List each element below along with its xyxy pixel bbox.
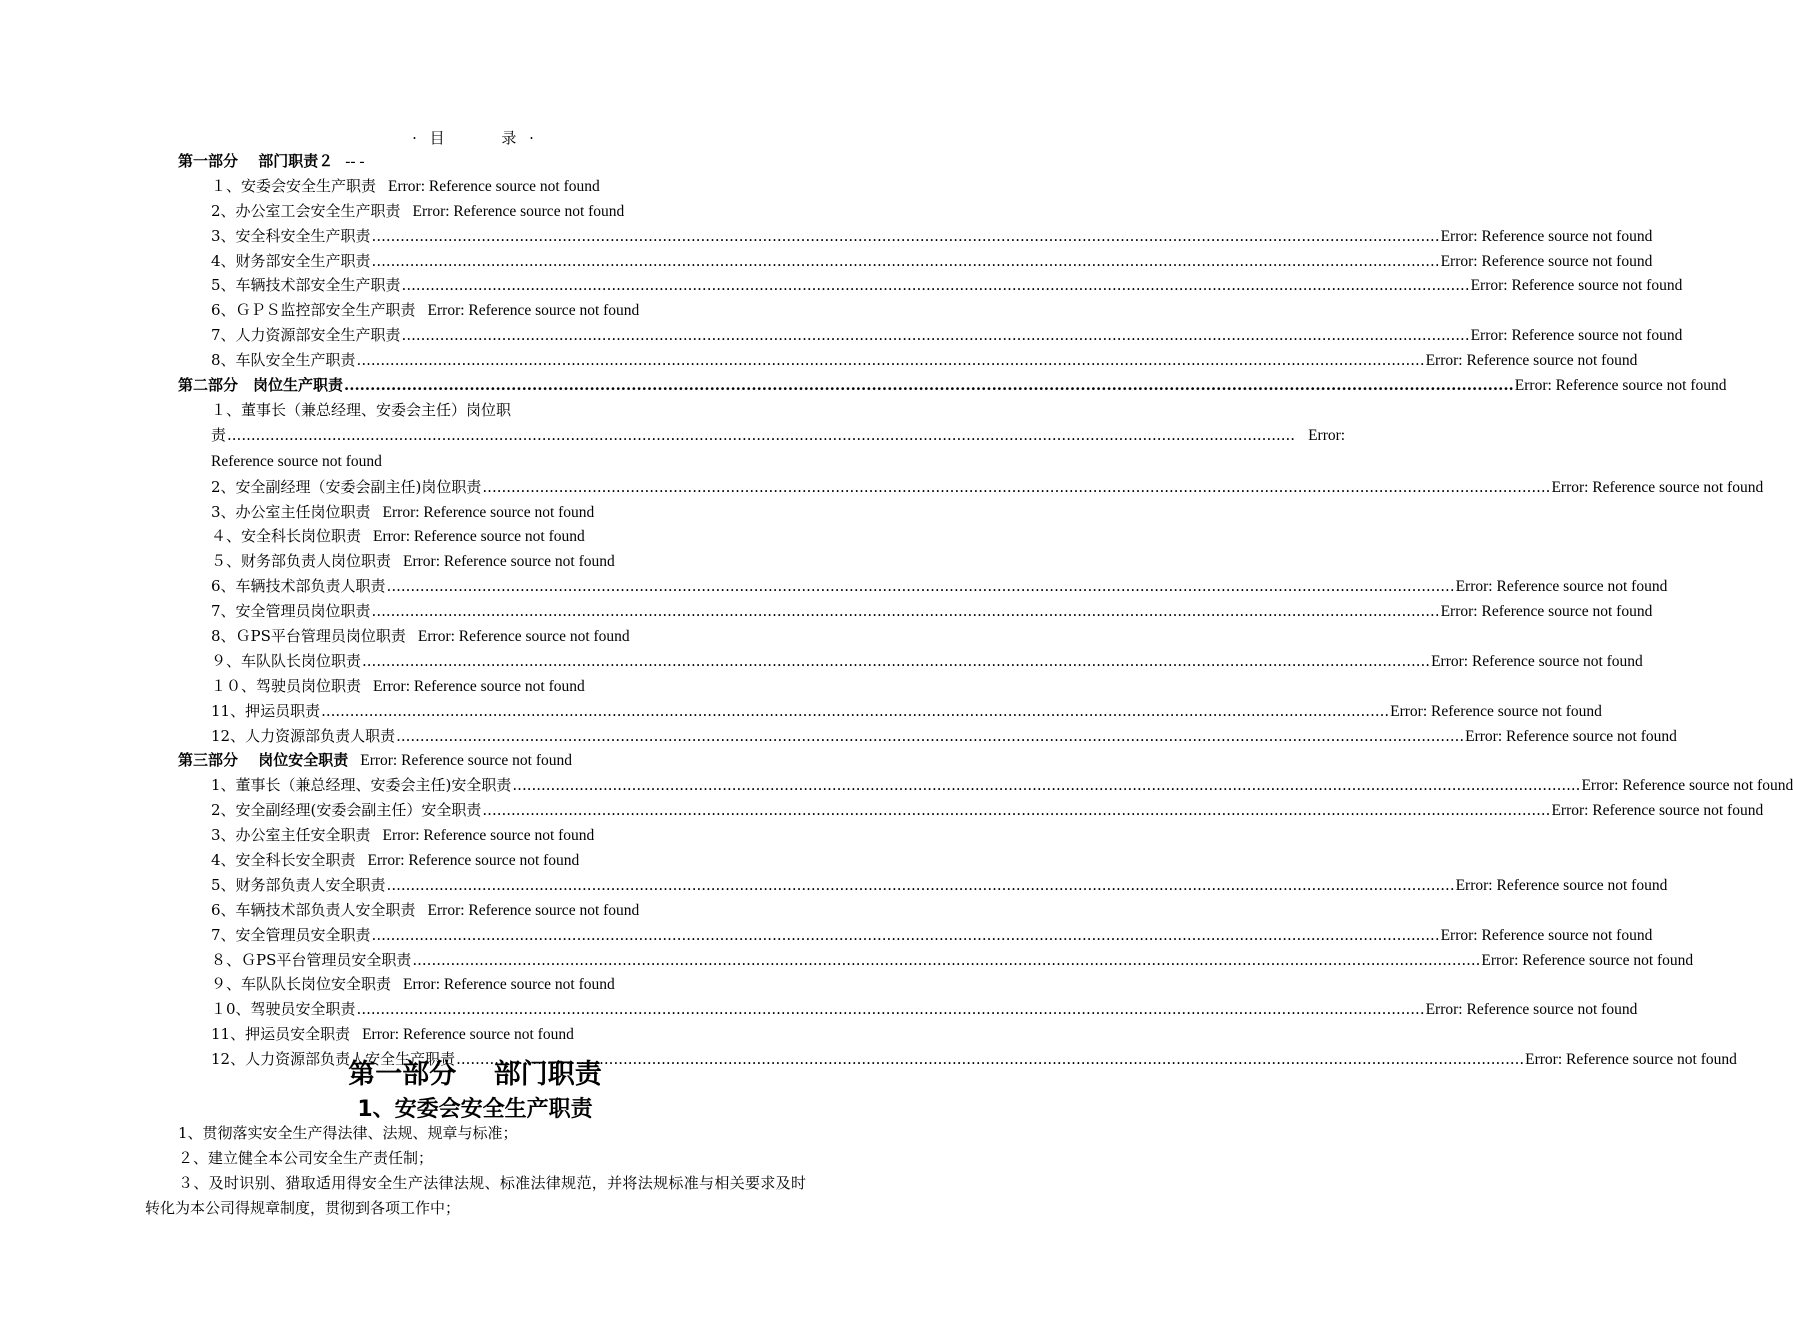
dot-leader bbox=[482, 475, 1550, 500]
toc-entry-label: 2、安全副经理(安委会副主任）安全职责 bbox=[211, 801, 482, 820]
dot-leader bbox=[344, 373, 1514, 398]
dot-leader bbox=[402, 273, 1470, 298]
dot-leader bbox=[396, 724, 1464, 749]
toc-entry-row[interactable] bbox=[178, 898, 806, 923]
toc-entry-label: 6、车辆技术部负责人安全职责 bbox=[211, 900, 416, 919]
dot-leader bbox=[372, 599, 1440, 624]
toc-entry-row[interactable] bbox=[178, 323, 1683, 348]
toc-page-reference: Error: Reference source not found bbox=[417, 627, 630, 645]
toc-entry-row[interactable] bbox=[178, 674, 806, 699]
toc-entry-label: 11、押运员职责 bbox=[211, 701, 321, 720]
toc-page-reference: Error: Reference source not found bbox=[1465, 727, 1677, 745]
dot-leader bbox=[372, 224, 1440, 249]
toc-part-row[interactable] bbox=[178, 748, 806, 773]
toc-entry-row[interactable] bbox=[178, 599, 1653, 624]
toc-page-reference: Error: Reference source not found bbox=[1440, 252, 1653, 270]
toc-entry-row[interactable] bbox=[178, 398, 1346, 475]
dot-leader bbox=[412, 948, 1480, 973]
toc-entry-row[interactable] bbox=[178, 475, 1764, 500]
toc-page-reference: Error: Reference source not found bbox=[1481, 951, 1694, 969]
toc-entry-row[interactable] bbox=[178, 174, 806, 199]
dot-leader bbox=[227, 426, 1295, 444]
toc-entry-row[interactable] bbox=[178, 972, 806, 997]
table-of-contents bbox=[178, 149, 1793, 1072]
toc-entry-label: 2、安全副经理（安委会副主任)岗位职责 bbox=[211, 477, 482, 496]
toc-entry-label: 7、安全管理员安全职责 bbox=[211, 925, 371, 944]
dot-leader bbox=[387, 873, 1455, 898]
toc-entry-label: 5、车辆技术部安全生产职责 bbox=[211, 276, 401, 295]
toc-entry-row[interactable] bbox=[178, 997, 1638, 1022]
toc-page-reference: Error: Reference source not found bbox=[1440, 926, 1653, 944]
toc-entry-row[interactable] bbox=[178, 298, 806, 323]
toc-entry-label: 7、安全管理员岗位职责 bbox=[211, 602, 371, 621]
section-heading-part: 第一部分 bbox=[348, 1059, 457, 1090]
toc-page-reference: Error: Reference source not found bbox=[403, 976, 615, 994]
toc-page-reference: Error: Reference source not found bbox=[1431, 652, 1643, 670]
dot-leader bbox=[321, 699, 1389, 724]
toc-entry-label: 1、董事长（兼总经理、安委会主任)安全职责 bbox=[211, 776, 512, 795]
toc-entry-row[interactable] bbox=[178, 574, 1668, 599]
toc-page-reference: Error: Reference source not found bbox=[362, 1026, 574, 1044]
toc-entry-label: 6、车辆技术部负责人职责 bbox=[211, 577, 386, 596]
toc-entry-label: 3、安全科安全生产职责 bbox=[211, 226, 371, 245]
toc-page-reference: Error: Reference source not found bbox=[1525, 1051, 1737, 1069]
toc-entry-row[interactable] bbox=[178, 848, 806, 873]
toc-entry-row[interactable] bbox=[178, 500, 806, 525]
toc-page-reference: Error: Reference source not found bbox=[1455, 876, 1668, 894]
toc-entry-row[interactable] bbox=[178, 923, 1653, 948]
toc-entry-row[interactable] bbox=[178, 273, 1683, 298]
toc-title-left: · 目 bbox=[412, 129, 449, 147]
toc-entry-label: ４、安全科长岗位职责 bbox=[211, 527, 362, 546]
toc-entry-row[interactable] bbox=[178, 624, 806, 649]
toc-entry-label: 12、人力资源部负责人安全生产职责 bbox=[211, 1050, 456, 1069]
toc-page-reference: Error: Reference source not found bbox=[382, 503, 595, 521]
toc-entry-label: ８、ＧPS平台管理员安全职责 bbox=[211, 950, 412, 969]
dot-leader bbox=[512, 773, 1580, 798]
toc-entry-label: 11、押运员安全职责 bbox=[211, 1025, 351, 1044]
dot-leader bbox=[362, 649, 1430, 674]
toc-entry-label: 6、ＧＰＳ监控部安全生产职责 bbox=[211, 301, 416, 320]
toc-page-reference: Error: Reference source not found bbox=[1440, 227, 1653, 245]
toc-entry-row[interactable] bbox=[178, 873, 1668, 898]
toc-entry-label: 4、安全科长安全职责 bbox=[211, 850, 356, 869]
dot-leader bbox=[402, 323, 1470, 348]
toc-entry-row[interactable] bbox=[178, 224, 1653, 249]
toc-entry-label: 3、办公室主任岗位职责 bbox=[211, 502, 371, 521]
toc-entry-row[interactable] bbox=[178, 649, 1643, 674]
toc-page-reference: Error: Reference source not found bbox=[1551, 478, 1764, 496]
toc-page-reference: Error: Reference source not found bbox=[427, 901, 640, 919]
toc-entry-label: 5、财务部负责人安全职责 bbox=[211, 875, 386, 894]
dot-leader bbox=[372, 249, 1440, 274]
toc-entry-label: 8、车队安全生产职责 bbox=[211, 351, 356, 370]
toc-page-reference: Error: Reference source not found bbox=[1425, 352, 1638, 370]
toc-page-reference: Error: Reference source not found bbox=[427, 302, 640, 320]
dot-leader bbox=[357, 348, 1425, 373]
toc-entry-row[interactable] bbox=[178, 348, 1638, 373]
toc-page-reference: Error: Reference source not found bbox=[373, 677, 585, 695]
toc-entry-row[interactable] bbox=[178, 699, 1602, 724]
toc-page-reference: Error: Reference source not found bbox=[1390, 702, 1602, 720]
toc-entry-row[interactable] bbox=[178, 823, 806, 848]
toc-part-row[interactable] bbox=[178, 373, 1727, 398]
toc-page-reference: -- - bbox=[345, 153, 365, 170]
toc-page-reference: Error: Reference source not found bbox=[382, 827, 595, 845]
toc-entry-label: 第一部分 部门职责２ bbox=[178, 152, 334, 170]
toc-page-reference: Error: Reference source not found bbox=[1440, 603, 1653, 621]
toc-entry-row[interactable] bbox=[178, 1022, 806, 1047]
toc-entry-row[interactable] bbox=[178, 798, 1764, 823]
dot-leader bbox=[372, 923, 1440, 948]
toc-entry-row[interactable] bbox=[178, 773, 1793, 798]
toc-title bbox=[0, 127, 950, 148]
body-text bbox=[145, 1121, 806, 1221]
toc-entry-label: １、董事长（兼总经理、安委会主任）岗位职责 bbox=[211, 400, 512, 444]
dot-leader bbox=[357, 997, 1425, 1022]
toc-page-reference: Error: Reference source not found bbox=[1581, 777, 1793, 795]
toc-entry-row[interactable] bbox=[178, 549, 806, 574]
toc-page-reference: Error: Reference source not found bbox=[1551, 802, 1764, 820]
toc-page-reference: Error: Reference source not found bbox=[373, 528, 585, 546]
toc-entry-row[interactable] bbox=[178, 948, 1694, 973]
toc-page-reference: Error: Reference source not found bbox=[367, 851, 580, 869]
toc-entry-label: ９、车队队长岗位职责 bbox=[211, 651, 362, 670]
toc-page-reference: Error: Reference source not found bbox=[388, 177, 600, 195]
toc-page-reference: Error: Reference source not found bbox=[1470, 327, 1683, 345]
toc-entry-label: ５、财务部负责人岗位职责 bbox=[211, 552, 392, 571]
toc-entry-label: 第二部分 岗位生产职责 bbox=[178, 376, 344, 395]
subsection-heading: 1、安委会安全生产职责 bbox=[357, 1097, 593, 1122]
paragraph: ２、建立健全本公司安全生产责任制； bbox=[178, 1148, 434, 1167]
toc-page-reference: Error: Reference source not found bbox=[211, 426, 1346, 470]
toc-page-reference: Error: Reference source not found bbox=[412, 202, 625, 220]
toc-entry-label: 2、办公室工会安全生产职责 bbox=[211, 201, 401, 220]
section-heading-title: 部门职责 bbox=[493, 1059, 602, 1090]
toc-page-reference: Error: Reference source not found bbox=[1470, 277, 1683, 295]
paragraph: 1、贯彻落实安全生产得法律、法规、规章与标准； bbox=[178, 1124, 518, 1142]
toc-entry-label: 3、办公室主任安全职责 bbox=[211, 826, 371, 845]
toc-entry-row[interactable] bbox=[178, 249, 1653, 274]
toc-page-reference: Error: Reference source not found bbox=[403, 553, 615, 571]
toc-page-reference: Error: Reference source not found bbox=[360, 752, 572, 770]
toc-entry-label: １、安委会安全生产职责 bbox=[211, 176, 377, 195]
toc-title-right: 录 · bbox=[501, 129, 538, 147]
toc-entry-label: 8、ＧPS平台管理员岗位职责 bbox=[211, 626, 406, 645]
paragraph: ３、及时识别、猎取适用得安全生产法律法规、标准法律规范，并将法规标准与相关要求及时转化为本公司得规章制度，贯彻到各项工作中； bbox=[145, 1173, 806, 1217]
toc-entry-label: １０、驾驶员岗位职责 bbox=[211, 676, 362, 695]
toc-page-reference: Error: Reference source not found bbox=[1425, 1001, 1638, 1019]
toc-part-row[interactable] bbox=[178, 149, 806, 174]
dot-leader bbox=[482, 798, 1550, 823]
toc-entry-label: １0、驾驶员安全职责 bbox=[211, 1000, 356, 1019]
toc-entry-row[interactable] bbox=[178, 199, 806, 224]
toc-entry-label: 4、财务部安全生产职责 bbox=[211, 251, 371, 270]
toc-page-reference: Error: Reference source not found bbox=[1455, 578, 1668, 596]
toc-page-reference: Error: Reference source not found bbox=[1514, 377, 1727, 395]
toc-entry-row[interactable] bbox=[178, 524, 806, 549]
section-heading bbox=[0, 1052, 950, 1091]
toc-entry-label: ９、车队队长岗位安全职责 bbox=[211, 975, 392, 994]
toc-entry-label: 第三部分 岗位安全职责 bbox=[178, 751, 349, 770]
dot-leader bbox=[387, 574, 1455, 599]
toc-entry-row[interactable] bbox=[178, 724, 1677, 749]
toc-entry-label: 7、人力资源部安全生产职责 bbox=[211, 326, 401, 345]
toc-entry-label: 12、人力资源部负责人职责 bbox=[211, 726, 396, 745]
